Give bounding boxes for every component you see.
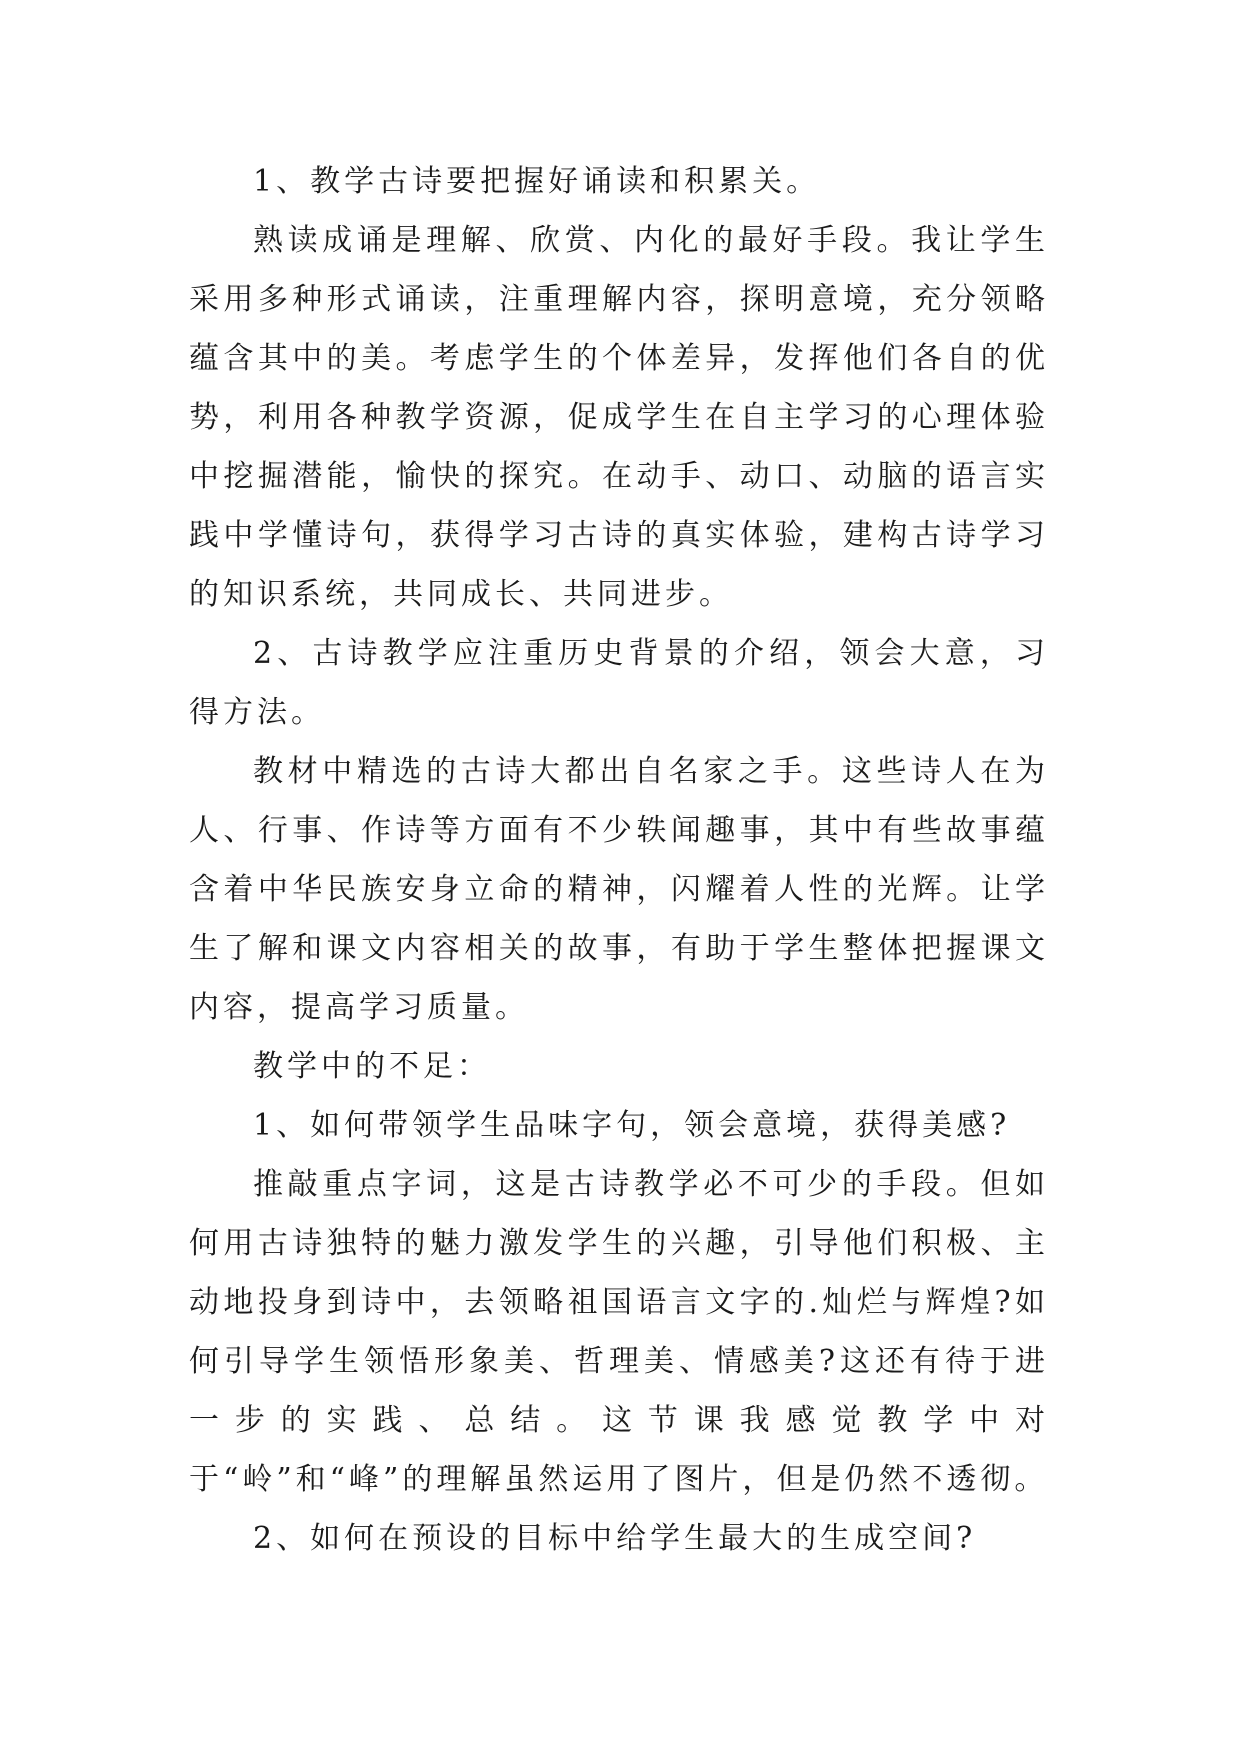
paragraph-recitation-method: 熟读成诵是理解、欣赏、内化的最好手段。我让学生采用多种形式诵读，注重理解内容，探明意境，充分领略蕴含其中的美。考虑学生的个体差异，发挥他们各自的优势，利用各种教学资源，促成学生在自主学习的心理体验中挖掘潜能，愉快的探究。在动手、动口、动脑的语言实践中学懂诗句，获得学习古诗的真实体验，建构古诗学习的知识系统，共同成长、共同进步。 (189, 223, 1049, 612)
heading-point-1-recitation: 1、教学古诗要把握好诵读和积累关。 (253, 164, 821, 199)
paragraph-word-refinement: 推敲重点字词，这是古诗教学必不可少的手段。但如何用古诗独特的魅力激发学生的兴趣，引导他们积极、主动地投身到诗中，去领略祖国语言文字的.灿烂与辉煌?如何引导学生领悟形象美、哲理美、情感美?这还有待于进一步的实践、总结。这节课我感觉教学中对于“岭”和“峰”的理解虽然运用了图片，但是仍然不透彻。 (189, 1167, 1049, 1497)
heading-point-2-background: 2、古诗教学应注重历史背景的介绍，领会大意，习得方法。 (189, 636, 1049, 730)
document-body (189, 152, 1049, 1568)
heading-shortcomings: 教学中的不足： (253, 1049, 491, 1084)
paragraph-poet-stories: 教材中精选的古诗大都出自名家之手。这些诗人在为人、行事、作诗等方面有不少轶闻趣事，其中有些故事蕴含着中华民族安身立命的精神，闪耀着人性的光辉。让学生了解和课文内容相关的故事，有助于学生整体把握课文内容，提高学习质量。 (189, 754, 1049, 1025)
heading-shortcoming-1: 1、如何带领学生品味字句，领会意境，获得美感? (253, 1108, 1011, 1143)
heading-shortcoming-2: 2、如何在预设的目标中给学生最大的生成空间? (253, 1521, 977, 1556)
